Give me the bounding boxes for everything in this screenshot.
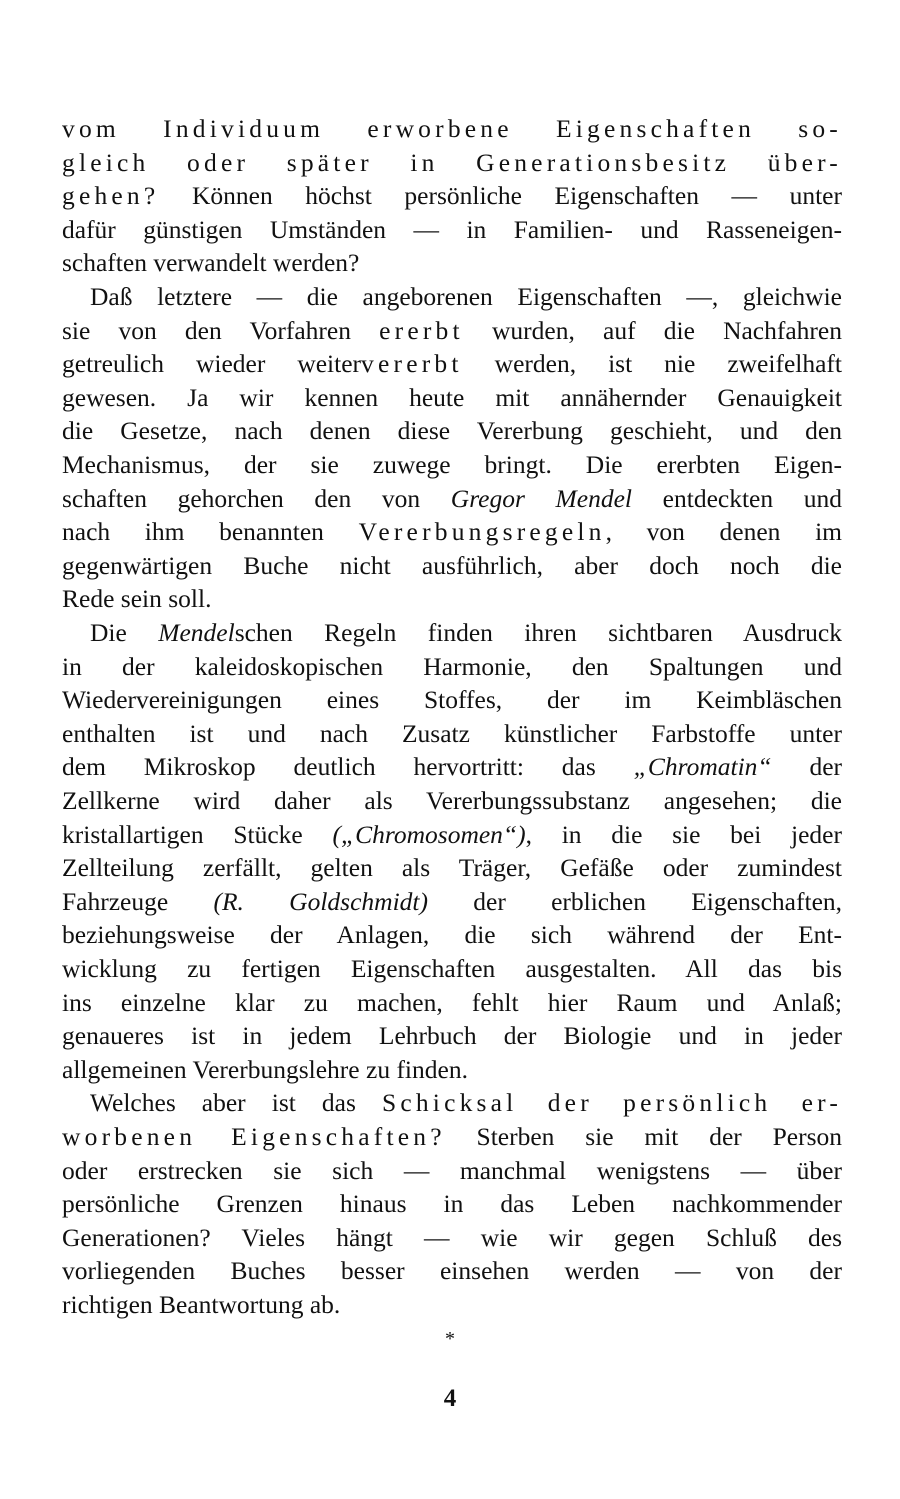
text-run: ins einzelne klar zu machen, fehlt hier Raum und Anlaß; — [62, 987, 842, 1017]
text-run: der erblichen Eigenschaften, — [428, 886, 843, 916]
text-line — [62, 650, 842, 684]
spaced-text: vom Individuum erworbene Eigenschaften so- — [62, 114, 842, 143]
text-run: Können höchst persönliche Eigenschaften — unter — [159, 181, 842, 211]
text-line — [62, 448, 842, 482]
text-line — [62, 1254, 842, 1288]
text-run: schen Regeln finden ihren sichtbaren Ausdruck — [234, 618, 842, 647]
text-run: persönliche Grenzen hinaus in das Leben nachkommender — [62, 1189, 842, 1219]
text-run: enthalten ist und nach Zusatz künstlicher Farbstoffe unter — [62, 718, 842, 748]
text-line — [62, 986, 842, 1020]
text-run: richtigen Beantwortung ab. — [62, 1290, 341, 1319]
text-line — [62, 717, 842, 751]
text-run: Zellkerne wird daher als Vererbungssubstanz angesehen; die — [62, 786, 842, 815]
text-run: der — [771, 752, 842, 782]
text-run: schaften gehorchen den von — [62, 483, 451, 513]
text-run: Rede sein soll. — [62, 584, 212, 614]
section-separator: * — [445, 1328, 455, 1350]
text-line — [62, 146, 842, 180]
text-line — [62, 314, 842, 348]
text-run: dafür günstigen Umständen — in Familien- und Rasseneigen- — [62, 214, 842, 244]
spaced-text: gleich oder später in Generationsbesitz über- — [62, 147, 842, 177]
text-run: , in die sie bei jeder — [525, 819, 842, 849]
page-number: 4 — [443, 1385, 457, 1412]
text-line — [62, 1053, 842, 1087]
text-line — [62, 750, 842, 784]
text-run: entdeckten und — [632, 483, 842, 513]
spaced-text: gehen? — [62, 181, 160, 211]
text-line — [62, 1154, 842, 1188]
italic-text: Gregor Mendel — [450, 483, 633, 513]
spaced-text: vererbt — [361, 349, 463, 379]
text-run: dem Mikroskop deutlich hervortritt: das — [62, 752, 634, 782]
text-run: Generationen? Vieles hängt — wie wir gegen Schluß des — [62, 1222, 842, 1252]
text-line — [62, 784, 842, 818]
text-run: Zellteilung zerfällt, gelten als Träger, Gefäße oder zumindest — [62, 853, 842, 883]
text-line — [62, 482, 842, 516]
text-run: , von denen im — [605, 517, 842, 547]
italic-text: „Chromatin“ — [633, 752, 772, 782]
text-line — [62, 414, 842, 448]
text-line — [90, 280, 842, 314]
text-line — [62, 1221, 842, 1255]
text-run: allgemeinen Vererbungslehre zu finden. — [62, 1054, 468, 1084]
text-line — [62, 683, 842, 717]
text-line — [62, 952, 842, 986]
text-run: vorliegenden Buches besser einsehen werden — von der — [62, 1256, 842, 1286]
text-line — [62, 179, 842, 213]
text-run: kristallartigen Stücke — [62, 819, 333, 849]
text-line — [62, 381, 842, 415]
text-run: wicklung zu fertigen Eigenschaften ausgestalten. All das bis — [62, 954, 842, 983]
text-run: getreulich wieder weiter — [62, 349, 362, 379]
text-run: genaueres ist in jedem Lehrbuch der Biologie und in jeder — [62, 1021, 842, 1051]
text-run: in der kaleidoskopischen Harmonie, den Spaltungen und — [62, 651, 842, 681]
text-line — [90, 616, 842, 650]
italic-text: Mendel — [158, 618, 235, 647]
text-line — [62, 549, 842, 583]
text-line — [62, 515, 842, 549]
text-run: beziehungsweise der Anlagen, die sich während der Ent- — [62, 920, 842, 950]
text-line — [90, 1086, 842, 1120]
text-run: sie von den Vorfahren — [62, 315, 380, 345]
text-line — [62, 347, 842, 381]
text-line — [62, 1288, 842, 1322]
spaced-text: Schicksal der persönlich er- — [381, 1088, 843, 1118]
text-run: Fahrzeuge — [62, 886, 214, 916]
text-line — [62, 112, 842, 146]
text-run: Wiedervereinigungen eines Stoffes, der im Keimbläschen — [62, 685, 842, 715]
text-run: Sterben sie mit der Person — [445, 1122, 842, 1151]
italic-text: (R. Goldschmidt) — [213, 886, 428, 916]
text-line — [62, 213, 842, 247]
text-run: gegenwärtigen Buche nicht ausführlich, aber doch noch die — [62, 550, 842, 580]
text-run: wurden, auf die Nachfahren — [463, 315, 842, 345]
text-run: werden, ist nie zweifelhaft — [462, 349, 842, 379]
text-line — [62, 918, 842, 952]
text-line — [62, 885, 842, 919]
text-run: die Gesetze, nach denen diese Vererbung geschieht, und den — [62, 416, 842, 446]
text-run: Welches aber ist das — [90, 1088, 382, 1118]
text-run: Die — [90, 618, 159, 647]
text-run: Daß letztere — die angeborenen Eigenschaften —, gleichwie — [90, 282, 842, 311]
spaced-text: ererbt — [379, 315, 464, 345]
text-run: gewesen. Ja wir kennen heute mit annähernder Genauigkeit — [62, 382, 842, 412]
spaced-text: Vererbungsregeln — [358, 517, 606, 547]
text-line — [62, 582, 842, 616]
text-run: Mechanismus, der sie zuwege bringt. Die ererbten Eigen- — [62, 450, 842, 479]
text-run: nach ihm benannten — [62, 517, 359, 547]
text-line — [62, 1187, 842, 1221]
spaced-text: worbenen Eigenschaften? — [62, 1122, 446, 1151]
text-line — [62, 246, 842, 280]
italic-text: („Chromosomen“) — [332, 819, 526, 849]
text-line — [62, 851, 842, 885]
text-line — [62, 1019, 842, 1053]
text-line — [62, 1120, 842, 1154]
text-line — [62, 818, 842, 852]
text-run: schaften verwandelt werden? — [62, 248, 360, 278]
text-run: oder erstrecken sie sich — manchmal wenigstens — über — [62, 1155, 842, 1185]
